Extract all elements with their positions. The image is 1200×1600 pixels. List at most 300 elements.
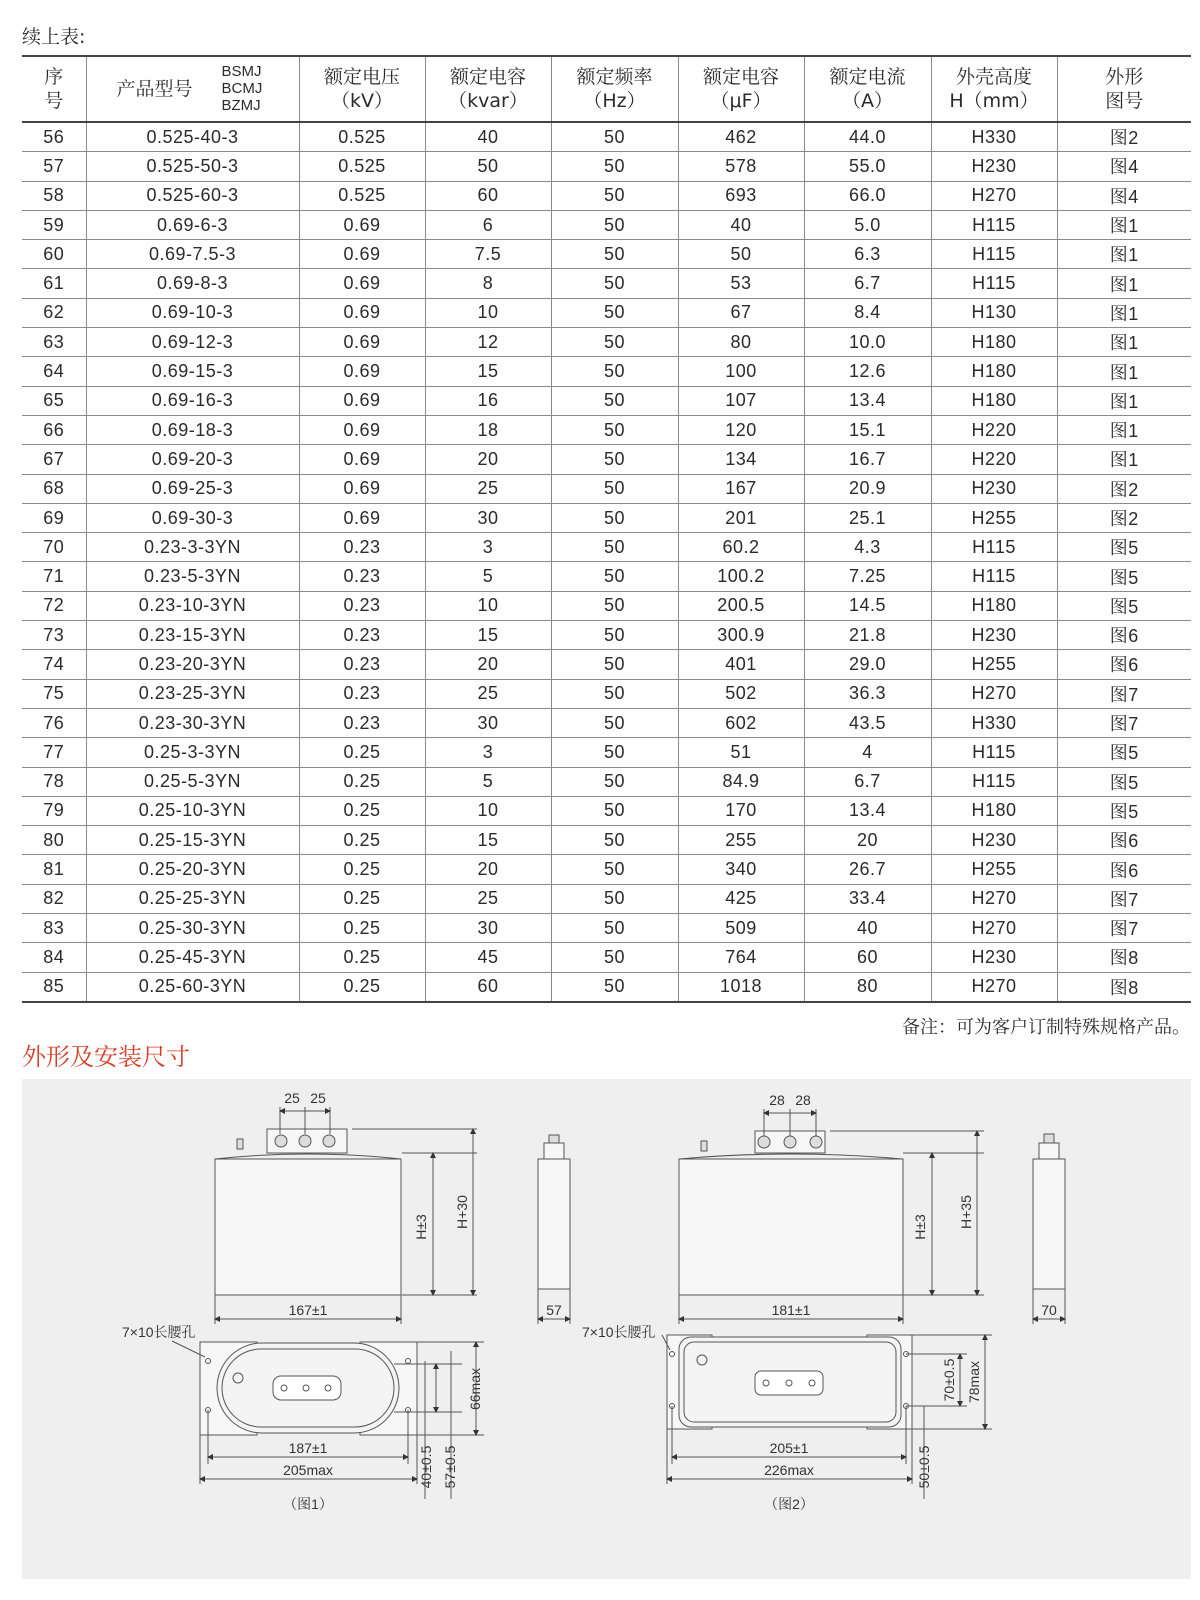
table-cell: 44.0: [804, 122, 931, 152]
table-cell: 71: [22, 562, 86, 591]
table-cell: H220: [931, 415, 1057, 444]
fig1-front-view: [215, 1107, 477, 1324]
table-cell: 60.2: [678, 533, 804, 562]
table-cell: 66: [22, 415, 86, 444]
table-cell: 图5: [1057, 796, 1191, 825]
table-row: [22, 474, 1191, 503]
table-cell: 16: [425, 386, 551, 415]
table-cell: 图1: [1057, 210, 1191, 239]
table-cell: 0.69: [299, 386, 425, 415]
table-cell: 0.69-18-3: [86, 415, 299, 444]
table-cell: 73: [22, 621, 86, 650]
fig2-dim-pitch-b: 28: [795, 1092, 811, 1108]
table-cell: 5.0: [804, 210, 931, 239]
table-row: [22, 855, 1191, 884]
table-cell: 50: [551, 943, 678, 972]
fig2-dim-h35: H+35: [958, 1195, 974, 1229]
table-cell: 40: [678, 210, 804, 239]
fig2-caption: （图2）: [764, 1496, 814, 1512]
fig1-dim-hole-row: 40±0.5: [418, 1445, 434, 1489]
table-cell: 55.0: [804, 152, 931, 181]
table-cell: 图8: [1057, 943, 1191, 972]
fig1-dim-hole-pitch: 187±1: [288, 1440, 328, 1456]
table-cell: 0.25: [299, 855, 425, 884]
table-cell: 83: [22, 914, 86, 943]
table-cell: 13.4: [804, 796, 931, 825]
table-cell: 693: [678, 181, 804, 210]
fig1-dim-depth-max: 66max: [467, 1367, 483, 1411]
table-cell: 0.25-5-3YN: [86, 767, 299, 796]
table-cell: 0.69-20-3: [86, 445, 299, 474]
table-cell: H270: [931, 972, 1057, 1002]
table-cell: 7.5: [425, 240, 551, 269]
table-row: [22, 914, 1191, 943]
table-cell: 0.23-5-3YN: [86, 562, 299, 591]
table-cell: 0.23-10-3YN: [86, 591, 299, 620]
table-cell: 50: [551, 708, 678, 737]
table-cell: 4.3: [804, 533, 931, 562]
table-cell: 图5: [1057, 738, 1191, 767]
fig2-dim-hole-row: 70±0.5: [941, 1358, 957, 1402]
table-row: [22, 562, 1191, 591]
table-cell: 134: [678, 445, 804, 474]
table-cell: 75: [22, 679, 86, 708]
table-cell: 50: [551, 503, 678, 532]
table-cell: 3: [425, 533, 551, 562]
table-cell: 100: [678, 357, 804, 386]
table-cell: 图1: [1057, 386, 1191, 415]
table-cell: 50: [551, 562, 678, 591]
table-cell: 50: [551, 884, 678, 913]
table-cell: 0.69: [299, 269, 425, 298]
table-cell: 图8: [1057, 972, 1191, 1002]
table-cell: 0.69-16-3: [86, 386, 299, 415]
table-cell: 72: [22, 591, 86, 620]
table-cell: 43.5: [804, 708, 931, 737]
table-cell: 69: [22, 503, 86, 532]
table-row: [22, 679, 1191, 708]
table-cell: 0.23-20-3YN: [86, 650, 299, 679]
table-cell: 82: [22, 884, 86, 913]
table-row: [22, 767, 1191, 796]
table-cell: 0.69-7.5-3: [86, 240, 299, 269]
table-cell: H180: [931, 357, 1057, 386]
table-cell: 255: [678, 826, 804, 855]
table-cell: 40: [425, 122, 551, 152]
table-row: [22, 972, 1191, 1002]
table-cell: 图1: [1057, 298, 1191, 327]
table-cell: 50: [551, 445, 678, 474]
table-cell: 50: [551, 269, 678, 298]
table-cell: 60: [425, 181, 551, 210]
table-cell: 50: [551, 738, 678, 767]
table-cell: 图6: [1057, 650, 1191, 679]
table-cell: 0.25-30-3YN: [86, 914, 299, 943]
header-figure: 外形 图号: [1057, 56, 1191, 122]
table-cell: 502: [678, 679, 804, 708]
header-height: 外壳高度 H（mm）: [931, 56, 1057, 122]
table-cell: 0.25-60-3YN: [86, 972, 299, 1002]
table-cell: 0.69-12-3: [86, 328, 299, 357]
table-cell: 29.0: [804, 650, 931, 679]
table-cell: H230: [931, 621, 1057, 650]
table-cell: 462: [678, 122, 804, 152]
table-cell: 79: [22, 796, 86, 825]
table-cell: 100.2: [678, 562, 804, 591]
fig2-slot-label: 7×10长腰孔: [582, 1324, 656, 1340]
table-cell: 67: [678, 298, 804, 327]
table-cell: 6.7: [804, 767, 931, 796]
table-cell: 0.525-40-3: [86, 122, 299, 152]
table-cell: 10.0: [804, 328, 931, 357]
table-cell: 84: [22, 943, 86, 972]
table-row: [22, 210, 1191, 239]
table-cell: 36.3: [804, 679, 931, 708]
table-cell: 65: [22, 386, 86, 415]
table-row: [22, 415, 1191, 444]
table-cell: 58: [22, 181, 86, 210]
table-cell: 0.25: [299, 884, 425, 913]
table-cell: H180: [931, 591, 1057, 620]
table-cell: 50: [425, 152, 551, 181]
table-cell: 0.69: [299, 415, 425, 444]
table-cell: H180: [931, 796, 1057, 825]
table-row: [22, 738, 1191, 767]
table-cell: H115: [931, 269, 1057, 298]
table-cell: 509: [678, 914, 804, 943]
table-cell: H330: [931, 708, 1057, 737]
header-capacity-kvar: 额定电容 （kvar）: [425, 56, 551, 122]
table-cell: 76: [22, 708, 86, 737]
table-cell: 53: [678, 269, 804, 298]
table-cell: 50: [551, 386, 678, 415]
table-cell: 图5: [1057, 562, 1191, 591]
table-cell: 25: [425, 884, 551, 913]
table-cell: 0.69: [299, 298, 425, 327]
table-cell: 50: [678, 240, 804, 269]
table-cell: 1018: [678, 972, 804, 1002]
table-cell: 50: [551, 591, 678, 620]
table-cell: 图1: [1057, 415, 1191, 444]
fig1-dim-width: 167±1: [288, 1302, 328, 1318]
table-cell: 图2: [1057, 503, 1191, 532]
header-seq: 序 号: [22, 56, 86, 122]
header-capacitance: 额定电容 （μF）: [678, 56, 804, 122]
table-row: [22, 621, 1191, 650]
table-cell: 68: [22, 474, 86, 503]
table-cell: 50: [551, 826, 678, 855]
table-row: [22, 386, 1191, 415]
table-cell: 图2: [1057, 122, 1191, 152]
table-cell: 0.25-15-3YN: [86, 826, 299, 855]
table-cell: 25.1: [804, 503, 931, 532]
table-row: [22, 122, 1191, 152]
table-cell: 图1: [1057, 445, 1191, 474]
table-cell: 15: [425, 357, 551, 386]
table-cell: 170: [678, 796, 804, 825]
table-cell: 0.525: [299, 152, 425, 181]
table-row: [22, 269, 1191, 298]
table-cell: 45: [425, 943, 551, 972]
table-cell: 20: [425, 855, 551, 884]
table-cell: 57: [22, 152, 86, 181]
table-row: [22, 884, 1191, 913]
fig1-dim-side-width: 57: [546, 1302, 562, 1318]
fig2-front-view: [679, 1109, 984, 1324]
table-cell: 0.23-30-3YN: [86, 708, 299, 737]
table-cell: 图1: [1057, 328, 1191, 357]
table-cell: 80: [22, 826, 86, 855]
table-cell: H220: [931, 445, 1057, 474]
table-cell: 80: [804, 972, 931, 1002]
table-cell: 67: [22, 445, 86, 474]
table-cell: 0.23-15-3YN: [86, 621, 299, 650]
table-cell: 0.25: [299, 943, 425, 972]
table-cell: 10: [425, 298, 551, 327]
fig2-dim-side-width: 70: [1041, 1302, 1057, 1318]
fig1-side-view: [538, 1135, 570, 1324]
table-cell: 85: [22, 972, 86, 1002]
table-cell: 14.5: [804, 591, 931, 620]
table-cell: 图5: [1057, 591, 1191, 620]
table-cell: 0.23: [299, 621, 425, 650]
table-cell: H115: [931, 240, 1057, 269]
table-cell: 50: [551, 474, 678, 503]
table-cell: 107: [678, 386, 804, 415]
fig2-dim-depth-max: 78max: [966, 1360, 982, 1404]
table-cell: 15: [425, 826, 551, 855]
table-header-row: [22, 56, 1191, 122]
dimension-drawings: [22, 1079, 1191, 1579]
table-row: [22, 708, 1191, 737]
table-cell: 0.69: [299, 445, 425, 474]
table-cell: 0.525-50-3: [86, 152, 299, 181]
table-body: [22, 122, 1191, 1002]
table-cell: 图1: [1057, 357, 1191, 386]
table-cell: 15: [425, 621, 551, 650]
table-cell: 图7: [1057, 914, 1191, 943]
table-row: [22, 181, 1191, 210]
table-cell: 4: [804, 738, 931, 767]
table-cell: 201: [678, 503, 804, 532]
table-cell: 21.8: [804, 621, 931, 650]
table-cell: 0.69-10-3: [86, 298, 299, 327]
fig1-dim-pitch-a: 25: [284, 1090, 300, 1106]
table-cell: 20: [804, 826, 931, 855]
table-cell: H115: [931, 767, 1057, 796]
table-cell: H330: [931, 122, 1057, 152]
table-cell: 50: [551, 533, 678, 562]
table-cell: 50: [551, 621, 678, 650]
table-cell: 77: [22, 738, 86, 767]
table-cell: H115: [931, 210, 1057, 239]
table-cell: 10: [425, 591, 551, 620]
table-row: [22, 328, 1191, 357]
table-cell: 764: [678, 943, 804, 972]
table-cell: 图6: [1057, 826, 1191, 855]
table-row: [22, 591, 1191, 620]
table-cell: H255: [931, 503, 1057, 532]
table-cell: 300.9: [678, 621, 804, 650]
table-cell: H230: [931, 474, 1057, 503]
table-cell: 50: [551, 152, 678, 181]
table-row: [22, 650, 1191, 679]
table-cell: 5: [425, 767, 551, 796]
fig2-dim-h3: H±3: [912, 1214, 928, 1240]
table-cell: 0.69: [299, 210, 425, 239]
table-cell: 6.7: [804, 269, 931, 298]
table-cell: 30: [425, 914, 551, 943]
table-cell: H255: [931, 855, 1057, 884]
table-cell: 61: [22, 269, 86, 298]
table-cell: 8.4: [804, 298, 931, 327]
fig1-dim-h3: H±3: [413, 1214, 429, 1240]
fig2-dim-hole-pitch: 205±1: [769, 1440, 809, 1456]
table-cell: H270: [931, 914, 1057, 943]
table-cell: 50: [551, 181, 678, 210]
table-cell: 30: [425, 708, 551, 737]
table-cell: 78: [22, 767, 86, 796]
table-cell: 40: [804, 914, 931, 943]
table-cell: 200.5: [678, 591, 804, 620]
table-cell: 图1: [1057, 269, 1191, 298]
fig2-dim-pitch-a: 28: [769, 1092, 785, 1108]
table-cell: 0.25: [299, 972, 425, 1002]
table-cell: 50: [551, 415, 678, 444]
table-cell: H115: [931, 738, 1057, 767]
table-cell: 60: [804, 943, 931, 972]
table-cell: 0.23: [299, 533, 425, 562]
table-cell: 20.9: [804, 474, 931, 503]
table-cell: H230: [931, 943, 1057, 972]
table-cell: 0.25-3-3YN: [86, 738, 299, 767]
dimension-drawings-panel: [22, 1079, 1191, 1579]
table-cell: 0.69: [299, 474, 425, 503]
continued-label: 续上表:: [22, 26, 86, 48]
table-cell: 50: [551, 914, 678, 943]
table-cell: 0.25: [299, 914, 425, 943]
table-cell: 图2: [1057, 474, 1191, 503]
fig2-side-view: [1033, 1134, 1065, 1324]
table-cell: 8: [425, 269, 551, 298]
table-cell: 0.69: [299, 503, 425, 532]
table-cell: H255: [931, 650, 1057, 679]
table-cell: 13.4: [804, 386, 931, 415]
table-cell: H180: [931, 386, 1057, 415]
table-cell: 340: [678, 855, 804, 884]
table-cell: 33.4: [804, 884, 931, 913]
header-model-label: 产品型号: [116, 78, 193, 100]
table-cell: H115: [931, 533, 1057, 562]
table-cell: 图4: [1057, 181, 1191, 210]
table-cell: H270: [931, 884, 1057, 913]
table-cell: H115: [931, 562, 1057, 591]
fig2-dim-width: 181±1: [771, 1302, 811, 1318]
table-cell: 12.6: [804, 357, 931, 386]
table-cell: 63: [22, 328, 86, 357]
table-cell: 66.0: [804, 181, 931, 210]
table-cell: 0.69-6-3: [86, 210, 299, 239]
table-cell: 图6: [1057, 855, 1191, 884]
table-cell: 425: [678, 884, 804, 913]
table-cell: 74: [22, 650, 86, 679]
table-cell: 图5: [1057, 767, 1191, 796]
table-cell: 15.1: [804, 415, 931, 444]
table-cell: H270: [931, 181, 1057, 210]
table-cell: 56: [22, 122, 86, 152]
table-cell: 59: [22, 210, 86, 239]
table-cell: 图7: [1057, 884, 1191, 913]
table-cell: 602: [678, 708, 804, 737]
table-cell: 0.23: [299, 591, 425, 620]
table-row: [22, 533, 1191, 562]
table-row: [22, 445, 1191, 474]
header-current: 额定电流 （A）: [804, 56, 931, 122]
fig1-slot-label: 7×10长腰孔: [122, 1324, 196, 1340]
table-cell: 0.25: [299, 767, 425, 796]
table-cell: 0.69-25-3: [86, 474, 299, 503]
table-cell: 50: [551, 679, 678, 708]
table-cell: 84.9: [678, 767, 804, 796]
table-row: [22, 826, 1191, 855]
table-cell: 401: [678, 650, 804, 679]
table-cell: 0.525-60-3: [86, 181, 299, 210]
table-cell: 64: [22, 357, 86, 386]
table-cell: 16.7: [804, 445, 931, 474]
table-row: [22, 240, 1191, 269]
custom-spec-note: 备注：可为客户订制特殊规格产品。: [902, 1017, 1190, 1038]
table-cell: 图1: [1057, 240, 1191, 269]
table-cell: 图7: [1057, 708, 1191, 737]
table-cell: 50: [551, 767, 678, 796]
table-cell: 578: [678, 152, 804, 181]
table-cell: H270: [931, 679, 1057, 708]
table-cell: 60: [22, 240, 86, 269]
table-cell: 60: [425, 972, 551, 1002]
table-cell: 50: [551, 122, 678, 152]
table-cell: 25: [425, 474, 551, 503]
table-cell: 50: [551, 796, 678, 825]
table-cell: 0.525: [299, 181, 425, 210]
table-cell: 0.25-20-3YN: [86, 855, 299, 884]
fig1-caption: （图1）: [283, 1496, 333, 1512]
table-cell: 图7: [1057, 679, 1191, 708]
table-cell: 20: [425, 650, 551, 679]
table-cell: 50: [551, 650, 678, 679]
table-cell: 0.23: [299, 708, 425, 737]
table-cell: 120: [678, 415, 804, 444]
table-cell: 18: [425, 415, 551, 444]
table-cell: 81: [22, 855, 86, 884]
table-cell: 50: [551, 328, 678, 357]
table-cell: H180: [931, 328, 1057, 357]
fig1-dim-overall: 205max: [283, 1462, 333, 1478]
table-cell: 50: [551, 298, 678, 327]
table-cell: 70: [22, 533, 86, 562]
table-cell: 0.69-8-3: [86, 269, 299, 298]
table-cell: 50: [551, 210, 678, 239]
fig1-dim-h30: H+30: [454, 1195, 470, 1229]
table-cell: 0.69: [299, 357, 425, 386]
table-row: [22, 943, 1191, 972]
header-voltage: 额定电压 （kV）: [299, 56, 425, 122]
fig2-dim-base-depth: 50±0.5: [916, 1445, 932, 1489]
table-cell: 0.25: [299, 738, 425, 767]
header-frequency: 额定频率 （Hz）: [551, 56, 678, 122]
table-cell: 0.25-25-3YN: [86, 884, 299, 913]
table-cell: 51: [678, 738, 804, 767]
table-cell: 0.25: [299, 796, 425, 825]
